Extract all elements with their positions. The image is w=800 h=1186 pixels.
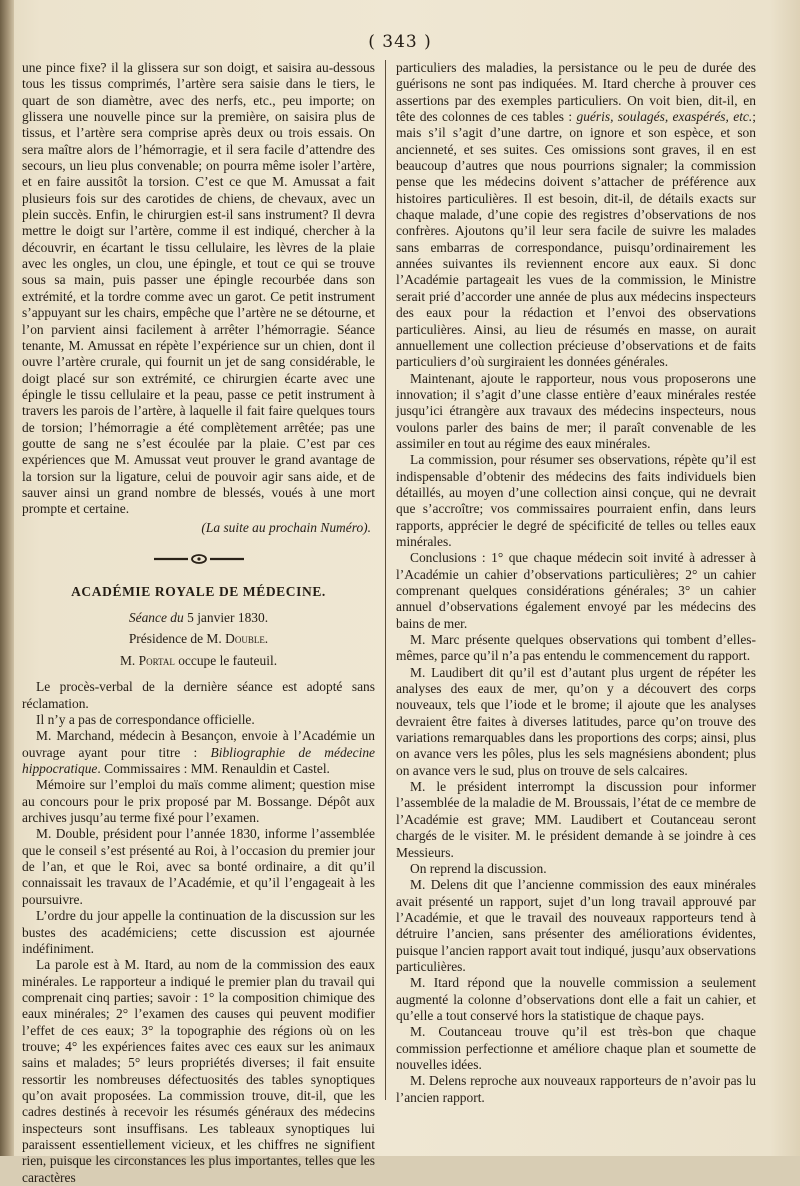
paragraph: La parole est à M. Itard, au nom de la commission des eaux minérales. Le rapporteur a indiqué le premier plan du travail qui comprenait cinq parties; savoir : 1° la composition chimique des eaux minérales; 2° l’examen des causes qui peuvent modifier l’effet de ces eaux; 3° la topographie des régions où on les trouve; 4° les expériences faites avec ces eaux sur les animaux sains et malades; 5° leurs propriétés diverses; il fait ensuite ressortir les nombreuses défectuosités des tables synoptiques qu’on avait proposées. La commission trouve, dit-il, que les cadres destinés à recevoir les résumés généraux des médecins inspecteurs sont insuffisans. Les tableaux synoptiques lui paraissent essentiellement vicieux, et les chiffres ne signifient rien, puisque les circonstances les plus importantes, telles que les caractères [22,957,375,1185]
book-title: Bibliographie de médecine hippocratique [22,744,376,777]
paragraph: Conclusions : 1° que chaque médecin soit invité à adresser à l’Académie un cahier d’observations particulières; 2° un cahier comprenant quelques considérations générales; 3° un cahier annuel d’observations également envoyé par les médecins des bains de mer. [396,550,756,631]
paragraph: Mémoire sur l’emploi du maïs comme aliment; question mise au concours pour le prix proposé par M. Bossange. Dépôt aux archives jusqu’au terme fixé pour l’examen. [22,777,375,826]
paragraph: M. Laudibert dit qu’il est d’autant plus urgent de répéter les analyses des eaux de mer, qu’on y a découvert des corps nouveaux, tels que l’iode et le brome; il ajoute que les analyses devraient être faites à diverses latitudes, parce qu’on trouve des variations remarquables dans les proportions des corps; ainsi, plus on avance vers les pôles, plus les sels magnésiens abondent; plus on avance vers le sud, plus on trouve de sels calcaires. [396,664,756,778]
presidence-prefix: Présidence de M. [128,630,222,646]
paragraph [22,728,375,777]
left-column [22,60,375,1186]
paragraph: une pince fixe? il la glissera sur son doigt, et saisira au-dessous tous les tissus comprimés, l’artère sera saisie dans le tiers, le quart de son diamètre, avec des nerfs, etc., peu importe; on glissera une nouvelle pince sur la première, on saisira plus de tissus, et l’artère sera comprise après deux ou trois essais. On sera maître alors de l’hémorragie, et il sera facile d’attendre des secours, un lieu plus convenable; on pourra même isoler l’artère, et en faire aussitôt la torsion. C’est ce que M. Amussat a fait plusieurs fois sur des carotides de chiens, de chevaux, avec un plein succès. Enfin, le chirurgien est-il sans instrument? Il devra mettre le doigt sur l’artère, comme il est indiqué, chercher à la découvrir, en écartant le tissu cellulaire, les lèvres de la plaie avec les ongles, un clou, une épingle, et tout ce qui se trouve sous sa main, puis passer une épingle recourbée dans son extrémité, et la tordre comme avec un garot. Ce petit instrument s’appuyant sur les chairs, empêche que l’artère ne se détourne, et l’on parvient ainsi facilement à arrêter l’hémorragie. Séance tenante, M. Amussat en répète l’expérience sur un chien, dont il ouvre l’artère crurale, qui fournit un jet de sang considérable, le doigt placé sur son extrémité, ce chirurgien écarte avec une épingle le tissu cellulaire et la peau, passe ce petit instrument à travers les parois de l’artère, à laquelle il fait faire quelques tours de torsion; l’hémorragie a été complètement arrêtée; pas une goutte de sang ne s’est écoulée par la plaie. C’est par ces expériences que M. Amussat veut prouver le grand avantage de la torsion sur la ligature, celui de pouvoir agir sans aide, et de sauver ainsi un grand nombre de blessés, voués à une mort prompte et certaine. [22,60,375,517]
seance-line [22,610,375,626]
section-title: ACADÉMIE ROYALE DE MÉDECINE. [71,583,326,599]
section-ornament [22,550,375,568]
table-headings: guéris, soulagés, exaspérés, etc. [576,109,753,125]
portal-name: Portal [138,653,175,668]
presidence-line [22,631,375,647]
text-run: M. Marchand, médecin à Besançon, envoie à l’Académie un ouvrage ayant pour titre : [22,728,375,760]
paragraph: M. Itard répond que la nouvelle commission a seulement augmenté la colonne d’observations dont elle a fait un cahier, et qu’elle a tout conservé hors la statistique de chaque pays. [396,975,756,1023]
column-divider [385,60,387,1100]
book-binding [0,0,14,1156]
seance-label: Séance du [128,610,184,626]
paragraph: L’ordre du jour appelle la continuation de la discussion sur les bustes des académiciens; cette discussion est ajournée indéfiniment. [22,908,375,956]
text-run: ; mais s’il s’agit d’une dartre, on ignore et son espèce, et son ancienneté, et ses suites. Ces omissions sont graves, il en est beaucoup d’autres que nous pourrions signaler; la commission pense que les médecins doivent s’attacher de préférence aux histoires particulières. Il est besoin, dit-il, de détails exacts sur chaque malade, d’une copie des registres d’observations de nos confrères. Ajoutons qu’il leur sera facile de suivre les malades sans embarras de correspondance, puisqu’ordinairement les années suivantes ils reviennent encore aux eaux. Si donc l’Académie partageait les vues de la commission, le Ministre serait prié d’accorder une année de plus aux médecins inspecteurs des eaux pour la rédaction et l’envoi des observations particulières. Ainsi, au lieu de résumés en masse, on aurait annuellement une collection précieuse d’observations et de faits particuliers d’où surgiraient les données générales. [396,109,756,370]
presidence-name: Double. [225,630,269,646]
paragraph: M. Double, président pour l’année 1830, informe l’assemblée que le conseil s’est présenté au Roi, à l’occasion du premier jour de l’an, et que le Roi, avec sa bonté ordinaire, a dit qu’il connaissait les travaux de l’Académie, et qu’il l’engageait à les poursuivre. [22,826,375,907]
paragraph: Maintenant, ajoute le rapporteur, nous vous proposerons une innovation; il s’agit d’une classe entière d’eaux minérales restée jusqu’ici étrangère aux travaux des médecins inspecteurs, nous voulons parler des bains de mer; il paraît convenable de les assimiler en tout au régime des eaux minérales. [396,370,756,451]
paragraph: La commission, pour résumer ses observations, répète qu’il est indispensable d’obtenir des médecins des faits individuels bien détaillés, au moyen d’une collection ainsi conçue, qui ne devrait que s’accroître; vos commissaires pourraient enfin, dans leurs rapports, apprécier le degré de spécificité de telles ou telles eaux minérales. [396,452,756,549]
paragraph: M. Marc présente quelques observations qui tombent d’elles-mêmes, parce qu’il n’a pas entendu le commencement du rapport. [396,632,756,664]
paragraph: M. Coutanceau trouve qu’il est très-bon que chaque commission perfectionne et améliore chaque plan et soumette de nouvelles idées. [396,1024,756,1072]
paragraph: M. le président interrompt la discussion pour informer l’assemblée de la maladie de M. Broussais, l’état de ce membre de l’Académie est grave; MM. Laudibert et Coutanceau seront chargés de le visiter. M. le président demande à se joindre à ces Messieurs. [396,779,756,860]
paragraph: Le procès-verbal de la dernière séance est adopté sans réclamation. [22,679,375,711]
paragraph: On reprend la discussion. [410,860,547,876]
continuation-note: (La suite au prochain Numéro). [201,519,371,535]
paragraph [396,60,756,371]
page-number: ( 343 ) [368,32,432,52]
text-run: particuliers des maladies, la persistance ou le peu de durée des guérisons ne sont pas indiquées. M. Itard cherche à prouver ces assertions par des exemples particuliers. On voit bien, dit-il, en tête des colonnes de ces tables : [396,60,756,125]
paragraph: Il n’y a pas de correspondance officielle. [36,712,255,728]
right-column [396,60,756,1106]
fauteuil-line [22,653,375,669]
portal-suffix: occupe le fauteuil. [178,653,278,668]
portal-prefix: M. [119,653,136,668]
seance-date: 5 janvier 1830. [187,610,269,626]
text-run: . Commissaires : MM. Renauldin et Castel. [97,761,330,777]
ornament-rule-icon [154,553,244,565]
paragraph: M. Delens dit que l’ancienne commission des eaux minérales avait présenté un rapport, sujet d’un long travail approuvé par l’Académie, et que le travail des nouveaux rapporteurs tend à détruire l’ancien, sans présenter des améliorations évidentes, puisque l’ancien rapport avait tout indiqué, jusqu’aux observations particulières. [396,877,756,974]
paragraph: M. Delens reproche aux nouveaux rapporteurs de n’avoir pas lu l’ancien rapport. [396,1073,756,1105]
